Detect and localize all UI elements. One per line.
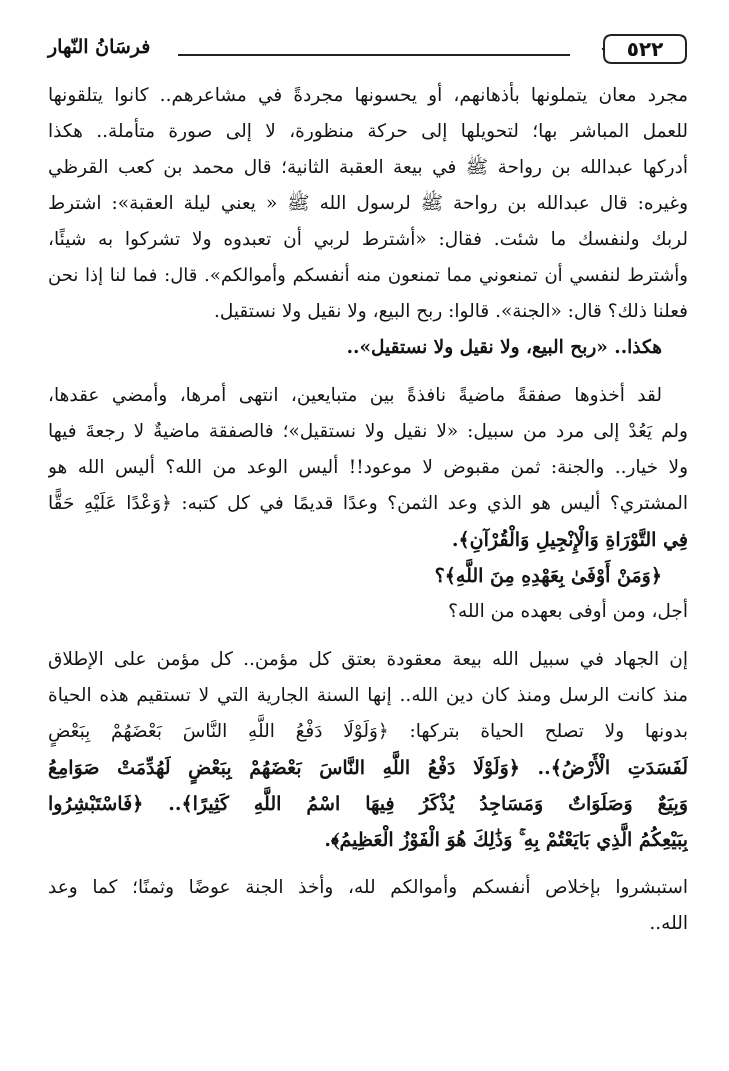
quran-verse-line: ﴿وَمَنْ أَوْفَىٰ بِعَهْدِهِ مِنَ اللَّهِ﴾؟ [434, 565, 662, 587]
quran-verse-line: لَفَسَدَتِ الْأَرْضُ﴾.. ﴿وَلَوْلَا دَفْعُ اللَّهِ النَّاسَ بَعْضَهُمْ بِبَعْضٍ لَهُدِّمَتْ صَوَامِعُ [48, 757, 688, 779]
text-line: أدركها عبدالله بن رواحة ﷺ في بيعة العقبة الثانية؛ قال محمد بن كعب القرظي [48, 157, 688, 178]
text-line: لقد أخذوها صفقةً ماضيةً نافذةً بين متبايعين، انتهى أمرها، وأمضي عقدها، [48, 385, 662, 406]
text-line: ولا خيار.. والجنة: ثمن مقبوض لا موعود!! أليس الوعد من الله؟ أليس الله هو [48, 457, 688, 478]
quran-verse-line: بِبَيْعِكُمُ الَّذِي بَايَعْتُمْ بِهِ ۚ وَذَٰلِكَ هُوَ الْفَوْزُ الْعَظِيمُ﴾. [324, 829, 688, 851]
text-line: وأشترط لنفسي أن تمنعوني مما تمنعون منه أنفسكم وأموالكم». قال: فما لنا إذا نحن [48, 265, 688, 286]
text-line-heading: هكذا.. «ربح البيع، ولا نقيل ولا نستقيل».. [346, 337, 662, 358]
text-line: بدونها ولا تصلح الحياة بتركها: ﴿وَلَوْلَا دَفْعُ اللَّهِ النَّاسَ بَعْضَهُمْ بِبَعْضٍ [48, 721, 688, 742]
text-line: فعلنا ذلك؟ قال: «الجنة». قالوا: ربح البيع، ولا نقيل ولا نستقيل. [213, 301, 688, 322]
page-number-frame [602, 32, 688, 66]
page-body [48, 78, 688, 942]
book-title: فرسَانُ النّهار [48, 36, 151, 58]
header-rule [178, 54, 570, 56]
text-line: الله.. [649, 913, 688, 934]
text-line: للعمل المباشر بها؛ لتحويلها إلى حركة منظورة، لا إلى صورة متأملة.. هكذا [48, 121, 688, 142]
text-line: منذ كانت الرسل ومنذ كان دين الله.. إنها السنة الجارية التي لا تستقيم هذه الحياة [48, 685, 688, 706]
text-line: أجل، ومن أوفى بعهده من الله؟ [448, 601, 688, 622]
quran-verse-line: وَبِيَعٌ وَصَلَوَاتٌ وَمَسَاجِدُ يُذْكَرُ فِيهَا اسْمُ اللَّهِ كَثِيرًا﴾.. ﴿فَاسْتَبْشِرُوا [48, 793, 688, 815]
text-line: إن الجهاد في سبيل الله بيعة معقودة بعتق كل مؤمن.. كل مؤمن على الإطلاق [48, 649, 688, 670]
text-line: وغيره: قال عبدالله بن رواحة ﷺ لرسول الله ﷺ « يعني ليلة العقبة»: اشترط [48, 193, 688, 214]
text-line: المشتري؟ أليس هو الذي وعد الثمن؟ وعدًا قديمًا في كل كتبه: ﴿وَعْدًا عَلَيْهِ حَقًّا [48, 493, 688, 514]
text-line: لربك ولنفسك ما شئت. فقال: «أشترط لربي أن تعبدوه ولا تشركوا به شيئًا، [48, 229, 688, 250]
text-line: ولم يَعُدْ إلى مرد من سبيل: «لا نقيل ولا نستقيل»؛ فالصفقة ماضيةٌ لا رجعةَ فيها [48, 421, 688, 442]
text-line: مجرد معان يتملونها بأذهانهم، أو يحسونها مجردةً في مشاعرهم.. كانوا يتلقونها [48, 85, 688, 106]
quran-verse-line: فِي التَّوْرَاةِ وَالْإِنْجِيلِ وَالْقُرْآنِ﴾. [451, 529, 688, 551]
page-number: ٥٢٢ [626, 37, 664, 61]
text-line: استبشروا بإخلاص أنفسكم وأموالكم لله، وأخذ الجنة عوضًا وثمنًا؛ كما وعد [48, 877, 688, 898]
page-header [48, 30, 688, 70]
